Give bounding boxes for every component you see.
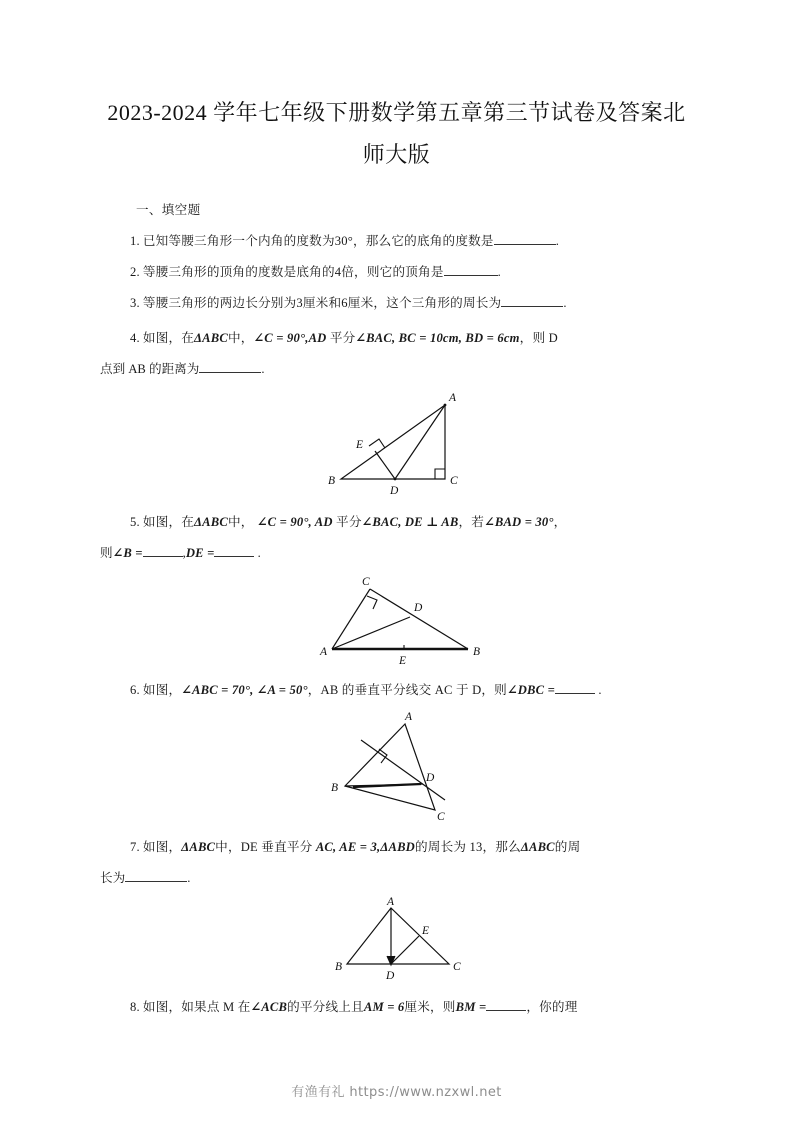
question-4-math-ad: AD [308, 331, 327, 345]
figure-q4 [323, 387, 483, 499]
right-angle-mark-c [435, 469, 445, 479]
question-6-text-b: ，AB 的垂直平分线交 AC 于 D，则 [307, 683, 507, 697]
question-8-text-b: 的平分线上且 [287, 1000, 364, 1014]
question-8-text-c: 厘米，则 [404, 1000, 456, 1014]
question-6-answer-blank[interactable] [555, 693, 595, 694]
question-7-line-2 [100, 863, 693, 894]
question-3-math-1: 3 [296, 296, 303, 310]
question-5-math-bad: ∠BAD = 30° [484, 515, 554, 529]
question-5-text-e: ， [553, 515, 567, 529]
question-8-number: 8. [130, 1000, 140, 1014]
question-4-answer-blank[interactable] [199, 372, 261, 373]
question-6 [112, 675, 693, 706]
question-3-text-3: 厘米，这个三角形的周长为 [347, 296, 502, 310]
figure-q4-label-b: B [327, 475, 335, 487]
question-5-comma: , [182, 546, 186, 560]
figure-q6-label-d: D [425, 772, 434, 784]
question-4-text-line2: 点到 AB 的距离为 [100, 362, 200, 376]
question-2-tail: . [497, 265, 501, 279]
question-7-answer-blank[interactable] [125, 881, 187, 882]
question-4-line-1 [112, 323, 693, 354]
document-body [0, 196, 793, 1023]
question-2 [112, 257, 693, 288]
question-8-answer-blank[interactable] [486, 1010, 526, 1011]
question-5-text-a: 如图，在 [142, 515, 195, 529]
figure-q7-label-e: E [421, 925, 429, 937]
right-angle-mark-e [369, 439, 385, 448]
figure-q7-label-a: A [386, 896, 394, 908]
figure-q6-segment-bd [353, 784, 421, 787]
question-6-tail: . [598, 683, 602, 697]
question-7-math-ac: AC, AE = 3, [315, 840, 381, 854]
question-5-math-abc: ΔABC [194, 515, 228, 529]
question-5-text-d: ，若 [458, 515, 485, 529]
title-line-2: 师大版 [362, 142, 431, 167]
figure-q6-label-c: C [436, 811, 445, 823]
question-3 [112, 288, 693, 319]
question-1-math-1: 30° [334, 234, 353, 248]
question-2-text: 等腰三角形的顶角的度数是底角的 [142, 265, 335, 279]
question-5-line-2 [100, 538, 693, 569]
figure-q5-label-a: A [319, 646, 327, 658]
question-4-line-2 [100, 354, 693, 385]
figure-q4-label-e: E [355, 439, 363, 451]
question-7-line-1 [112, 832, 693, 863]
title-line-1: 2023-2024 学年七年级下册数学第五章第三节试卷及答案北 [107, 100, 686, 125]
figure-q6-wrap [112, 706, 693, 826]
footer-brand: 有渔有礼 [291, 1085, 345, 1100]
question-3-tail: . [563, 296, 567, 310]
question-8-math-bm: BM = [455, 1000, 487, 1014]
question-1-tail: . [555, 234, 560, 248]
question-3-number: 3. [130, 296, 140, 310]
question-4-tail: . [261, 362, 265, 376]
question-3-text-2: 厘米和 [302, 296, 342, 310]
page-title [0, 0, 793, 176]
question-5-text-c: 平分 [336, 515, 362, 529]
question-5-text-b: 中， [227, 515, 254, 529]
question-8-text-a: 如图，如果点 M 在 [142, 1000, 251, 1014]
question-5-number: 5. [130, 515, 140, 529]
question-7-text-a: 如图， [142, 840, 182, 854]
question-1 [112, 226, 693, 257]
figure-q6-label-b: B [330, 782, 338, 794]
question-5-math-bac: ∠BAC, DE ⊥ AB [361, 515, 459, 529]
question-8-text-d: ，你的理 [526, 1000, 578, 1014]
question-4-text-b: 中， [227, 331, 254, 345]
figure-q5-label-d: D [413, 602, 422, 614]
figure-q7 [333, 896, 503, 982]
question-6-number: 6. [130, 683, 140, 697]
figure-q4-label-c: C [449, 475, 458, 487]
section-heading-fill-in-blank: 一、填空题 [136, 203, 201, 217]
question-1-text: 已知等腰三角形一个内角的度数为 [142, 234, 335, 248]
question-4-text-c: 平分 [329, 331, 356, 345]
question-6-math-angles: ∠ABC = 70°, ∠A = 50° [181, 683, 308, 697]
question-5-answer-blank-2[interactable] [214, 556, 254, 557]
question-4-math-bac: ∠BAC, BC = 10cm, BD = 6cm [355, 331, 520, 345]
question-2-answer-blank[interactable] [444, 275, 498, 276]
question-8 [112, 992, 693, 1023]
question-5-answer-blank-1[interactable] [143, 556, 183, 557]
footer-url[interactable]: https://www.nzxwl.net [349, 1085, 502, 1100]
question-7-text-b: 中，DE 垂直平分 [215, 840, 313, 854]
figure-q7-wrap [112, 894, 693, 984]
question-7-math-abd: ΔABD [380, 840, 415, 854]
footer-watermark [0, 1081, 793, 1100]
question-2-text-2: 倍，则它的顶角是 [341, 265, 444, 279]
question-4-number: 4. [130, 331, 140, 345]
figure-q6-label-a: A [404, 711, 412, 723]
question-1-number: 1. [130, 234, 140, 248]
figure-q5-label-b: B [472, 646, 480, 658]
question-3-answer-blank[interactable] [501, 306, 563, 307]
figure-q7-label-b: B [334, 961, 342, 973]
figure-q6 [323, 708, 483, 824]
question-4-text-d: ，则 D [519, 331, 558, 345]
figure-q7-label-d: D [385, 970, 394, 982]
figure-q5-label-c: C [361, 576, 370, 588]
question-6-math-dbc: ∠DBC = [506, 683, 555, 697]
question-2-number: 2. [130, 265, 140, 279]
question-4-math-c90: ∠C = 90°, [253, 331, 309, 345]
question-5-math-de: DE = [185, 546, 215, 560]
question-7-text-d: 的周 [554, 840, 581, 854]
question-7-math-abc: ΔABC [181, 840, 216, 854]
figure-q7-label-c: C [452, 961, 461, 973]
question-3-text: 等腰三角形的两边长分别为 [142, 296, 297, 310]
figure-q4-wrap [112, 385, 693, 501]
question-4-text-a: 如图，在 [142, 331, 195, 345]
question-5-text-line2: 则 [100, 546, 113, 560]
question-7-text-line2: 长为 [100, 871, 126, 885]
figure-q5 [318, 571, 488, 667]
figure-q4-label-d: D [389, 485, 398, 497]
question-7-text-c: 的周长为 13，那么 [414, 840, 521, 854]
question-5-tail: . [257, 546, 261, 560]
question-5-math-c90: ∠C = 90°, AD [256, 515, 333, 529]
question-5-math-b: ∠B = [112, 546, 143, 560]
question-1-text-2: ，那么它的底角的度数是 [353, 234, 494, 248]
right-angle-mark-c [367, 596, 377, 609]
question-1-answer-blank[interactable] [494, 244, 556, 245]
figure-q4-label-a: A [448, 392, 456, 404]
figure-q5-label-e: E [398, 655, 406, 667]
question-2-math-1: 4 [334, 265, 342, 279]
question-8-math-acb: ∠ACB [250, 1000, 288, 1014]
figure-q5-wrap [112, 569, 693, 669]
question-7-tail: . [187, 871, 191, 885]
question-4-math-abc: ΔABC [194, 331, 228, 345]
question-3-math-2: 6 [341, 296, 348, 310]
question-7-number: 7. [130, 840, 140, 854]
question-5-line-1 [112, 507, 693, 538]
question-7-math-abc-2: ΔABC [520, 840, 555, 854]
question-6-text-a: 如图， [142, 683, 182, 697]
question-8-math-am: AM = 6 [363, 1000, 405, 1014]
